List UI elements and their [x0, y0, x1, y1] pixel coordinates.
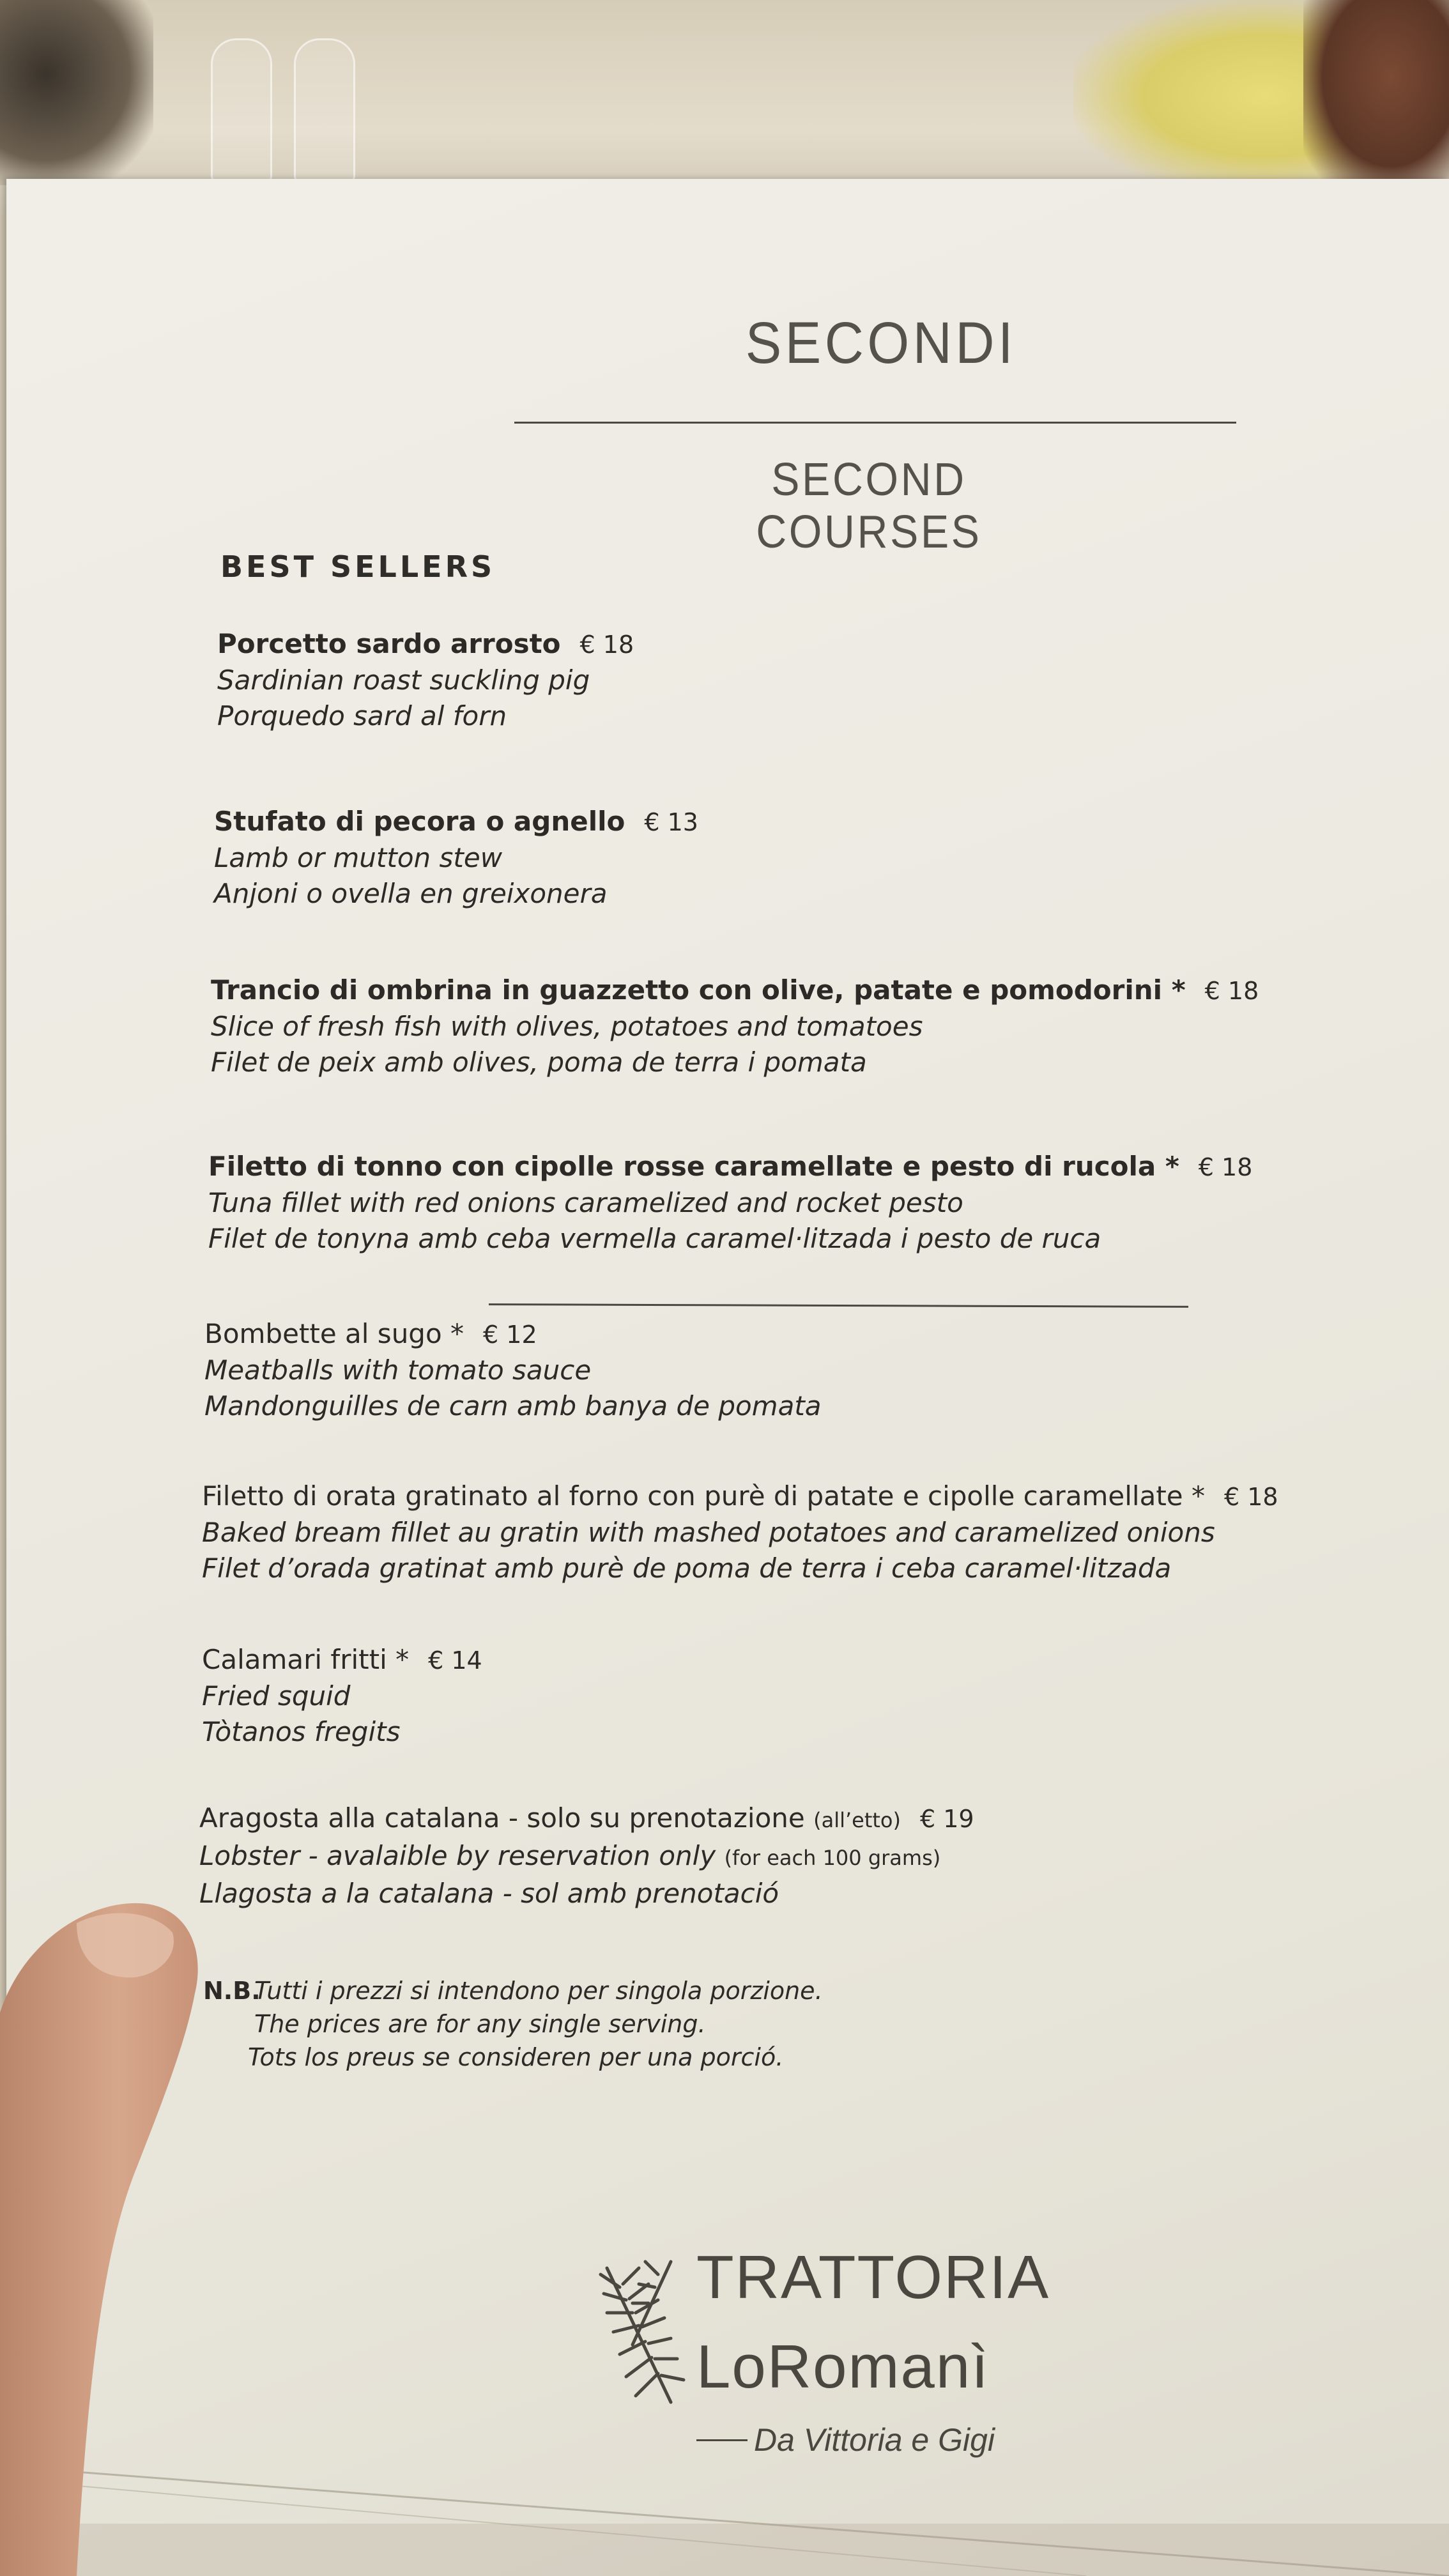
dish-english: Slice of fresh fish with olives, potatoes and tomatoes	[211, 1011, 923, 1042]
menu-item	[214, 804, 698, 912]
logo-line-2: LoRomanì	[696, 2333, 990, 2401]
dish-price: € 14	[428, 1646, 482, 1675]
title-divider	[514, 422, 1236, 424]
note-line: Tots los preus se consideren per una porció.	[248, 2043, 784, 2071]
background-arm	[1303, 0, 1449, 192]
dish-catalan: Tòtanos fregits	[202, 1716, 401, 1747]
dish-catalan: Llagosta a la catalana - sol amb prenotació	[199, 1878, 779, 1909]
dish-catalan: Filet d’orada gratinat amb purè de poma de terra i ceba caramel·litzada	[202, 1552, 1172, 1584]
note-line: The prices are for any single serving.	[254, 2010, 706, 2038]
dish-catalan: Anjoni o ovella en greixonera	[214, 878, 608, 909]
dish-name: Porcetto sardo arrosto	[217, 628, 561, 659]
dish-name: Aragosta alla catalana - solo su prenotazione	[199, 1802, 805, 1834]
menu-item	[202, 1478, 1278, 1586]
dish-catalan: Filet de peix amb olives, poma de terra i pomata	[211, 1046, 867, 1078]
dish-name: Filetto di orata gratinato al forno con purè di patate e cipolle caramellate *	[202, 1480, 1205, 1512]
dish-name: Stufato di pecora o agnello	[214, 806, 625, 837]
wine-glass	[294, 38, 355, 183]
dish-english: Meatballs with tomato sauce	[204, 1354, 592, 1386]
menu-subtitle: SECOND COURSES	[756, 454, 982, 558]
dish-english: Sardinian roast suckling pig	[217, 664, 590, 696]
dish-english: Tuna fillet with red onions caramelized and rocket pesto	[208, 1187, 963, 1218]
dish-price: € 18	[579, 631, 634, 659]
menu-item	[211, 972, 1259, 1080]
dish-english: Lobster - avalaible by reservation only	[199, 1840, 716, 1871]
dish-english: Baked bream fillet au gratin with mashed potatoes and caramelized onions	[202, 1517, 1215, 1548]
menu-item	[217, 626, 634, 734]
menu-item	[204, 1316, 822, 1424]
dish-english-note: (for each 100 grams)	[724, 1846, 941, 1870]
logo-rule	[696, 2439, 747, 2441]
dish-name: Calamari fritti *	[202, 1644, 410, 1675]
dish-catalan: Mandonguilles de carn amb banya de pomata	[204, 1390, 822, 1422]
note-line: Tutti i prezzi si intendono per singola porzione.	[254, 1977, 823, 2005]
dish-catalan: Filet de tonyna amb ceba vermella caramel·litzada i pesto de ruca	[208, 1223, 1101, 1254]
price-note	[203, 1974, 823, 2074]
wine-glass	[211, 38, 272, 183]
dish-english: Fried squid	[202, 1680, 351, 1712]
menu-item	[202, 1642, 482, 1750]
dish-price: € 13	[644, 808, 698, 836]
dish-price: € 18	[1198, 1153, 1253, 1181]
section-heading: BEST SELLERS	[220, 549, 496, 584]
menu-title: SECONDI	[745, 310, 1017, 376]
dish-name: Filetto di tonno con cipolle rosse caramellate e pesto di rucola *	[208, 1151, 1179, 1182]
note-label: N.B.	[203, 1977, 261, 2005]
background-person-left	[0, 0, 153, 185]
trattoria-logo	[601, 2236, 1050, 2479]
dish-price: € 19	[919, 1805, 974, 1833]
dish-name: Bombette al sugo *	[204, 1318, 464, 1349]
logo-line-1: TRATTORIA	[696, 2243, 1050, 2312]
dish-catalan: Porquedo sard al forn	[217, 700, 507, 732]
dish-price: € 12	[483, 1321, 537, 1349]
dish-name-note: (all’etto)	[813, 1808, 901, 1832]
dish-english: Lamb or mutton stew	[214, 842, 503, 873]
menu-item	[199, 1800, 974, 1912]
menu-item	[208, 1149, 1252, 1257]
thumb	[0, 1897, 211, 2576]
menu-bottom-edge	[0, 2466, 1449, 2576]
dish-name: Trancio di ombrina in guazzetto con olive, patate e pomodorini *	[211, 974, 1186, 1006]
dish-price: € 18	[1223, 1483, 1278, 1511]
logo-tagline: Da Vittoria e Gigi	[754, 2422, 995, 2458]
dish-price: € 18	[1204, 977, 1259, 1005]
